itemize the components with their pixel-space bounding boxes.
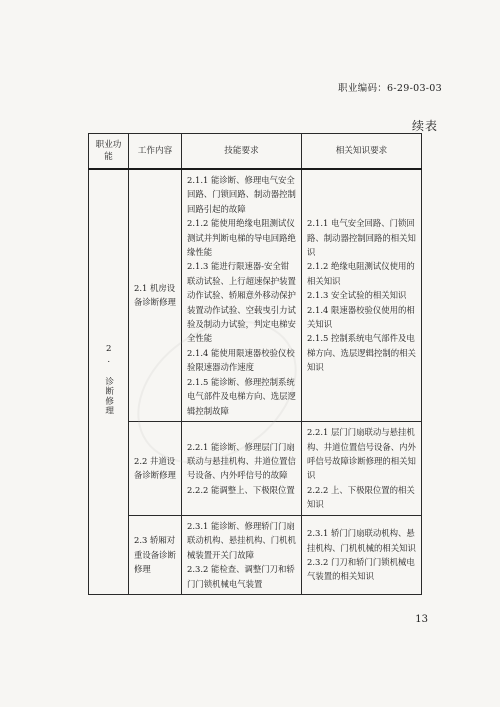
knowledge-item: 2.3.2 门刀和轿门门锁机械电气装置的相关知识 [307, 556, 415, 582]
skills-cell [182, 515, 302, 594]
table-header-row [89, 134, 422, 170]
occupation-code: 职业编码：6-29-03-03 [338, 83, 442, 94]
knowledge-item: 2.1.5 控制系统电气部件及电梯方向、选层逻辑控制的相关知识 [307, 333, 416, 373]
knowledge-item: 2.1.3 安全试验的相关知识 [307, 290, 407, 301]
knowledge-item: 2.2.1 层门门扇联动与悬挂机构、井道位置信号设备、内外呼信号故障诊断修理的相关知识 [307, 427, 416, 481]
function-label: 2. 诊断修理 [103, 344, 114, 416]
content-cell [129, 515, 182, 594]
knowledge-item: 2.2.2 上、下极限位置的相关知识 [307, 484, 415, 510]
content-label: 2.1 机房设备诊断修理 [134, 283, 176, 308]
knowledge-item: 2.1.2 绝缘电阻测试仪使用的相关知识 [307, 261, 415, 286]
skill-item: 2.1.3 能进行限速器-安全钳联动试验、上行超速保护装置动作试验、轿厢意外移动保护装置动作试验、空载曳引力试验及制动力试验，判定电梯安全性能 [187, 261, 296, 344]
function-cell [89, 169, 129, 594]
header-skills: 技能要求 [182, 134, 302, 170]
skill-item: 2.1.5 能诊断、修理控制系统电气部件及电梯方向、选层逻辑控制故障 [187, 376, 296, 416]
continued-label: 续表 [411, 119, 438, 133]
header-knowledge: 相关知识要求 [302, 134, 422, 170]
skill-item: 2.3.1 能诊断、修理轿门门扇联动机构、悬挂机构、门机机械装置开关门故障 [187, 520, 296, 560]
skill-item: 2.1.2 能使用绝缘电阻测试仪测试并判断电梯的导电回路绝缘性能 [187, 218, 296, 258]
knowledge-cell [302, 515, 422, 594]
knowledge-item: 2.1.1 电气安全回路、门锁回路、制动器控制回路的相关知识 [307, 218, 416, 258]
skill-item: 2.3.2 能检查、调整门刀和轿门门锁机械电气装置 [187, 564, 295, 589]
content-label: 2.2 井道设备诊断修理 [134, 456, 176, 481]
page-number: 13 [415, 614, 428, 625]
skill-item: 2.1.1 能诊断、修理电气安全回路、门锁回路、制动器控制回路引起的故障 [187, 175, 296, 214]
knowledge-item: 2.3.1 轿门门扇联动机构、悬挂机构、门机机械的相关知识 [307, 528, 416, 553]
knowledge-item: 2.1.4 限速器校验仪使用的相关知识 [307, 304, 415, 330]
header-content: 工作内容 [129, 134, 182, 170]
header-function: 职业功能 [89, 134, 129, 170]
skill-item: 2.2.2 能调整上、下极限位置 [187, 484, 295, 495]
knowledge-cell [302, 169, 422, 421]
skill-item: 2.2.1 能诊断、修理层门门扇联动与悬挂机构、井道位置信号设备、内外呼信号的故障 [187, 441, 296, 481]
skill-item: 2.1.4 能使用限速器校验仪校验限速器动作速度 [187, 347, 295, 373]
table-row [89, 515, 422, 594]
content-label: 2.3 轿厢对重设备诊断修理 [134, 535, 176, 575]
knowledge-cell [302, 421, 422, 515]
